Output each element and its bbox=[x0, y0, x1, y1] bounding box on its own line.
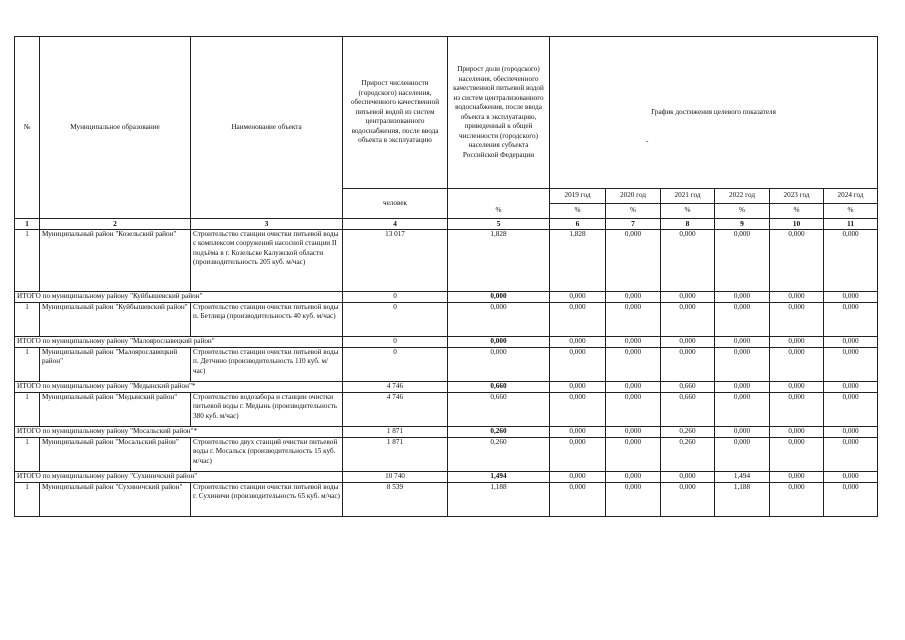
population-increase: 4 746 bbox=[343, 392, 448, 426]
total-share: 0,660 bbox=[448, 381, 550, 392]
year-value: 0,000 bbox=[770, 392, 824, 426]
total-label: ИТОГО по муниципальному району "Мосальский район"* bbox=[15, 426, 343, 437]
total-year-value: 0,000 bbox=[550, 426, 606, 437]
year-value: 0,000 bbox=[824, 347, 878, 381]
year-value: 0,000 bbox=[824, 437, 878, 471]
total-year-value: 0,000 bbox=[824, 381, 878, 392]
total-year-value: 0,000 bbox=[715, 426, 770, 437]
total-population: 10 740 bbox=[343, 471, 448, 482]
year-value: 0,000 bbox=[661, 347, 715, 381]
total-year-value: 0,000 bbox=[550, 381, 606, 392]
total-label: ИТОГО по муниципальному району "Куйбышевский район" bbox=[15, 291, 343, 302]
year-value: 0,000 bbox=[715, 437, 770, 471]
year-value: 0,000 bbox=[770, 482, 824, 516]
share-increase: 0,660 bbox=[448, 392, 550, 426]
population-increase: 8 539 bbox=[343, 482, 448, 516]
population-increase: 1 871 bbox=[343, 437, 448, 471]
table-row bbox=[15, 437, 878, 471]
total-population: 0 bbox=[343, 336, 448, 347]
unit-2021: % bbox=[661, 204, 715, 219]
column-number: 4 bbox=[343, 219, 448, 230]
total-share: 0,260 bbox=[448, 426, 550, 437]
row-number: 1 bbox=[15, 482, 40, 516]
total-year-value: 0,000 bbox=[550, 336, 606, 347]
total-row bbox=[15, 471, 878, 482]
share-increase: 1,828 bbox=[448, 229, 550, 291]
total-year-value: 0,000 bbox=[770, 336, 824, 347]
header-share-increase: Прирост доли (городского) населения, обеспеченного качественной питьевой водой из систем централизованного водоснабжения, после ввода объекта в эксплуатацию, приведенный к общей численности (городского) населения субъекта Российской Федерации bbox=[448, 37, 550, 189]
total-row bbox=[15, 291, 878, 302]
year-value: 1,188 bbox=[715, 482, 770, 516]
share-increase: 0,000 bbox=[448, 347, 550, 381]
year-value: 0,000 bbox=[550, 347, 606, 381]
year-value: 0,000 bbox=[606, 437, 661, 471]
total-year-value: 0,000 bbox=[770, 291, 824, 302]
total-population: 1 871 bbox=[343, 426, 448, 437]
total-year-value: 0,000 bbox=[824, 426, 878, 437]
total-year-value: 0,000 bbox=[715, 291, 770, 302]
table-header-row bbox=[15, 37, 878, 189]
year-value: 0,000 bbox=[715, 347, 770, 381]
population-increase: 13 017 bbox=[343, 229, 448, 291]
total-year-value: 0,000 bbox=[661, 291, 715, 302]
municipality-name: Муниципальный район "Сухиничский район" bbox=[40, 482, 191, 516]
total-share: 0,000 bbox=[448, 336, 550, 347]
header-object-name: Наименование объекта bbox=[191, 37, 343, 219]
total-year-value: 0,000 bbox=[550, 471, 606, 482]
column-number: 8 bbox=[661, 219, 715, 230]
unit-2022: % bbox=[715, 204, 770, 219]
year-value: 0,000 bbox=[606, 482, 661, 516]
total-share: 0,000 bbox=[448, 291, 550, 302]
year-value: 0,260 bbox=[661, 437, 715, 471]
row-number: 1 bbox=[15, 437, 40, 471]
object-name: Строительство станции очистки питьевой воды п. Детчино (производительность 110 куб. м/час) bbox=[191, 347, 343, 381]
year-value: 0,660 bbox=[661, 392, 715, 426]
row-number: 1 bbox=[15, 302, 40, 336]
column-number: 1 bbox=[15, 219, 40, 230]
total-year-value: 0,000 bbox=[824, 471, 878, 482]
year-value: 0,000 bbox=[606, 392, 661, 426]
total-row bbox=[15, 426, 878, 437]
year-value: 0,000 bbox=[550, 302, 606, 336]
object-name: Строительство водозабора и станции очистки питьевой воды г. Медынь (производительность 380 куб. м/час) bbox=[191, 392, 343, 426]
population-increase: 0 bbox=[343, 347, 448, 381]
header-dash-mark: - bbox=[646, 137, 649, 145]
column-number: 3 bbox=[191, 219, 343, 230]
total-year-value: 0,000 bbox=[824, 291, 878, 302]
header-number: № bbox=[15, 37, 40, 219]
unit-population: человек bbox=[343, 189, 448, 219]
header-schedule bbox=[550, 37, 878, 189]
total-year-value: 0,660 bbox=[661, 381, 715, 392]
header-population-increase: Прирост численности (городского) населения, обеспеченного качественной питьевой водой из систем централизованного водоснабжения, после ввода объекта в эксплуатацию bbox=[343, 37, 448, 189]
total-year-value: 0,000 bbox=[715, 381, 770, 392]
header-schedule-label: График достижения целевого показателя bbox=[651, 107, 776, 116]
year-2019: 2019 год bbox=[550, 189, 606, 204]
municipality-name: Муниципальный район "Медынский район" bbox=[40, 392, 191, 426]
total-population: 0 bbox=[343, 291, 448, 302]
total-share: 1,494 bbox=[448, 471, 550, 482]
column-number-row bbox=[15, 219, 878, 230]
year-value: 0,000 bbox=[770, 302, 824, 336]
unit-2020: % bbox=[606, 204, 661, 219]
row-number: 1 bbox=[15, 347, 40, 381]
total-year-value: 0,000 bbox=[606, 336, 661, 347]
municipality-name: Муниципальный район "Малоярославецкий район" bbox=[40, 347, 191, 381]
year-value: 0,000 bbox=[661, 302, 715, 336]
column-number: 2 bbox=[40, 219, 191, 230]
municipality-name: Муниципальный район "Козельский район" bbox=[40, 229, 191, 291]
unit-2019: % bbox=[550, 204, 606, 219]
total-row bbox=[15, 336, 878, 347]
year-value: 0,000 bbox=[550, 437, 606, 471]
total-year-value: 1,494 bbox=[715, 471, 770, 482]
total-year-value: 0,000 bbox=[606, 426, 661, 437]
municipality-name: Муниципальный район "Куйбышевский район" bbox=[40, 302, 191, 336]
total-year-value: 0,000 bbox=[661, 336, 715, 347]
total-year-value: 0,000 bbox=[661, 471, 715, 482]
total-year-value: 0,000 bbox=[770, 381, 824, 392]
total-year-value: 0,000 bbox=[550, 291, 606, 302]
table-row bbox=[15, 302, 878, 336]
unit-2023: % bbox=[770, 204, 824, 219]
table-row bbox=[15, 482, 878, 516]
year-2022: 2022 год bbox=[715, 189, 770, 204]
year-value: 0,000 bbox=[824, 302, 878, 336]
object-name: Строительство двух станций очистки питьевой воды г. Мосальск (производительность 15 куб. м/час) bbox=[191, 437, 343, 471]
year-2023: 2023 год bbox=[770, 189, 824, 204]
year-value: 0,000 bbox=[715, 302, 770, 336]
column-number: 9 bbox=[715, 219, 770, 230]
total-year-value: 0,000 bbox=[770, 471, 824, 482]
unit-2024: % bbox=[824, 204, 878, 219]
object-name: Строительство станции очистки питьевой воды г. Сухиничи (производительность 65 куб. м/час) bbox=[191, 482, 343, 516]
row-number: 1 bbox=[15, 229, 40, 291]
year-value: 1,828 bbox=[550, 229, 606, 291]
total-year-value: 0,000 bbox=[606, 471, 661, 482]
total-year-value: 0,000 bbox=[606, 291, 661, 302]
total-year-value: 0,000 bbox=[824, 336, 878, 347]
year-value: 0,000 bbox=[770, 437, 824, 471]
unit-share: % bbox=[448, 204, 550, 219]
share-increase: 1,188 bbox=[448, 482, 550, 516]
year-value: 0,000 bbox=[824, 229, 878, 291]
municipality-name: Муниципальный район "Мосальский район" bbox=[40, 437, 191, 471]
total-label: ИТОГО по муниципальному району "Медынский район"* bbox=[15, 381, 343, 392]
object-name: Строительство станции очистки питьевой воды п. Бетлица (производительность 40 куб. м/час) bbox=[191, 302, 343, 336]
total-population: 4 746 bbox=[343, 381, 448, 392]
column-number: 5 bbox=[448, 219, 550, 230]
year-value: 0,000 bbox=[550, 482, 606, 516]
column-number: 7 bbox=[606, 219, 661, 230]
population-increase: 0 bbox=[343, 302, 448, 336]
year-value: 0,000 bbox=[770, 229, 824, 291]
year-value: 0,000 bbox=[824, 392, 878, 426]
row-number: 1 bbox=[15, 392, 40, 426]
year-value: 0,000 bbox=[824, 482, 878, 516]
year-value: 0,000 bbox=[606, 229, 661, 291]
total-year-value: 0,000 bbox=[715, 336, 770, 347]
total-year-value: 0,000 bbox=[606, 381, 661, 392]
total-year-value: 0,260 bbox=[661, 426, 715, 437]
year-value: 0,000 bbox=[606, 302, 661, 336]
column-number: 10 bbox=[770, 219, 824, 230]
target-indicator-table bbox=[14, 36, 878, 517]
header-municipality: Муниципальное образование bbox=[40, 37, 191, 219]
total-label: ИТОГО по муниципальному району "Сухиничский район" bbox=[15, 471, 343, 482]
year-value: 0,000 bbox=[550, 392, 606, 426]
table-row bbox=[15, 229, 878, 291]
table-row bbox=[15, 392, 878, 426]
column-number: 11 bbox=[824, 219, 878, 230]
share-increase: 0,260 bbox=[448, 437, 550, 471]
year-value: 0,000 bbox=[770, 347, 824, 381]
year-2020: 2020 год bbox=[606, 189, 661, 204]
year-value: 0,000 bbox=[661, 482, 715, 516]
year-value: 0,000 bbox=[715, 229, 770, 291]
object-name: Строительство станции очистки питьевой воды с комплексом сооружений насосной станции II подъёма в г. Козельске Калужской области (производительность 205 куб. м/час) bbox=[191, 229, 343, 291]
year-value: 0,000 bbox=[661, 229, 715, 291]
year-value: 0,000 bbox=[606, 347, 661, 381]
total-label: ИТОГО по муниципальному району "Малоярославецкий район" bbox=[15, 336, 343, 347]
year-value: 0,000 bbox=[715, 392, 770, 426]
column-number: 6 bbox=[550, 219, 606, 230]
total-year-value: 0,000 bbox=[770, 426, 824, 437]
share-increase: 0,000 bbox=[448, 302, 550, 336]
table-row bbox=[15, 347, 878, 381]
total-row bbox=[15, 381, 878, 392]
year-2024: 2024 год bbox=[824, 189, 878, 204]
year-2021: 2021 год bbox=[661, 189, 715, 204]
